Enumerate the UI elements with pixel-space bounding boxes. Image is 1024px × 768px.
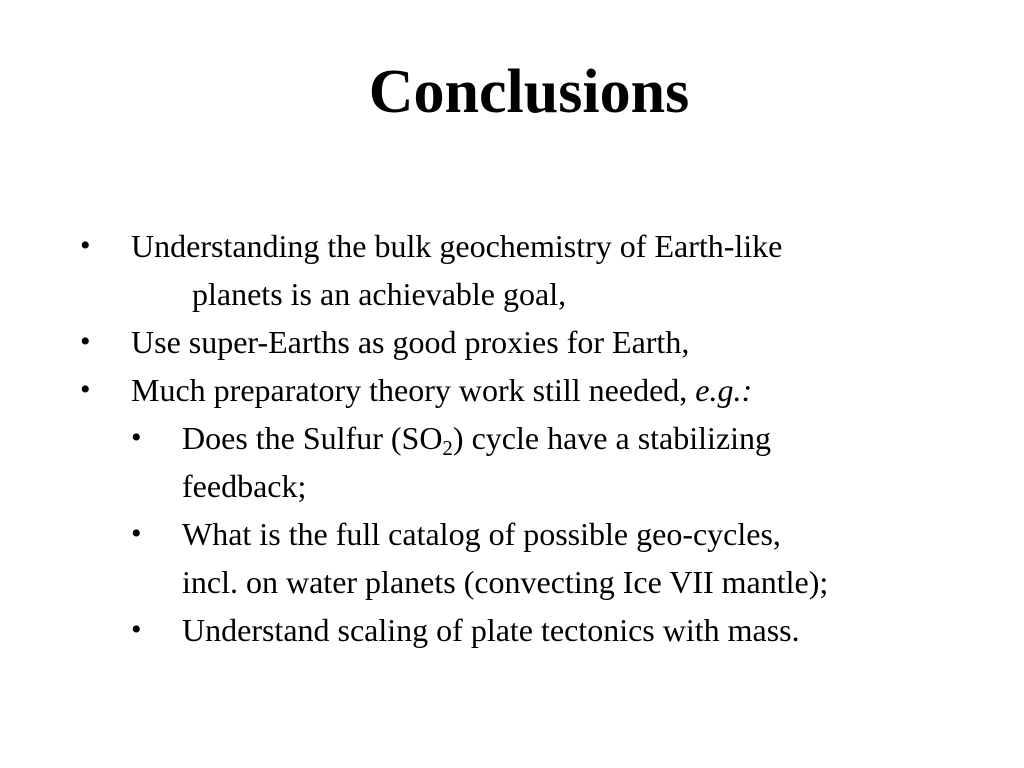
bullet-text: What is the full catalog of possible geo-cycles, [182,516,781,552]
bullet-item [0,366,1024,414]
bullet-list [0,222,1024,654]
bullet-dot: • [80,229,91,262]
bullet-text-continuation: feedback; [182,468,307,504]
bullet-text [131,366,1024,414]
bullet-dot: • [80,325,91,358]
bullet-text-prefix: Does the Sulfur (SO [182,420,443,456]
bullet-dot: • [131,421,142,454]
sub-bullet-item [0,414,1024,510]
bullet-text [182,414,1024,462]
bullet-dot: • [80,373,91,406]
sub-bullet-item [0,510,1024,606]
bullet-text-suffix: ) cycle have a stabilizing [452,420,771,456]
bullet-item [0,318,1024,366]
bullet-text-prefix: Much preparatory theory work still needed, [131,372,696,408]
bullet-dot: • [131,613,142,646]
bullet-text-italic: e.g.: [695,372,753,408]
bullet-text: Understand scaling of plate tectonics with mass. [182,612,800,648]
slide-title: Conclusions [368,58,690,126]
bullet-text: Use super-Earths as good proxies for Earth, [131,324,690,360]
bullet-dot: • [131,517,142,550]
bullet-text: Understanding the bulk geochemistry of Earth-like [131,228,783,264]
sub-bullet-item [0,606,1024,654]
bullet-item [0,222,1024,318]
subscript: 2 [442,436,453,460]
bullet-text-continuation: incl. on water planets (convecting Ice VII mantle); [182,564,829,600]
bullet-text-continuation: planets is an achievable goal, [192,276,567,312]
